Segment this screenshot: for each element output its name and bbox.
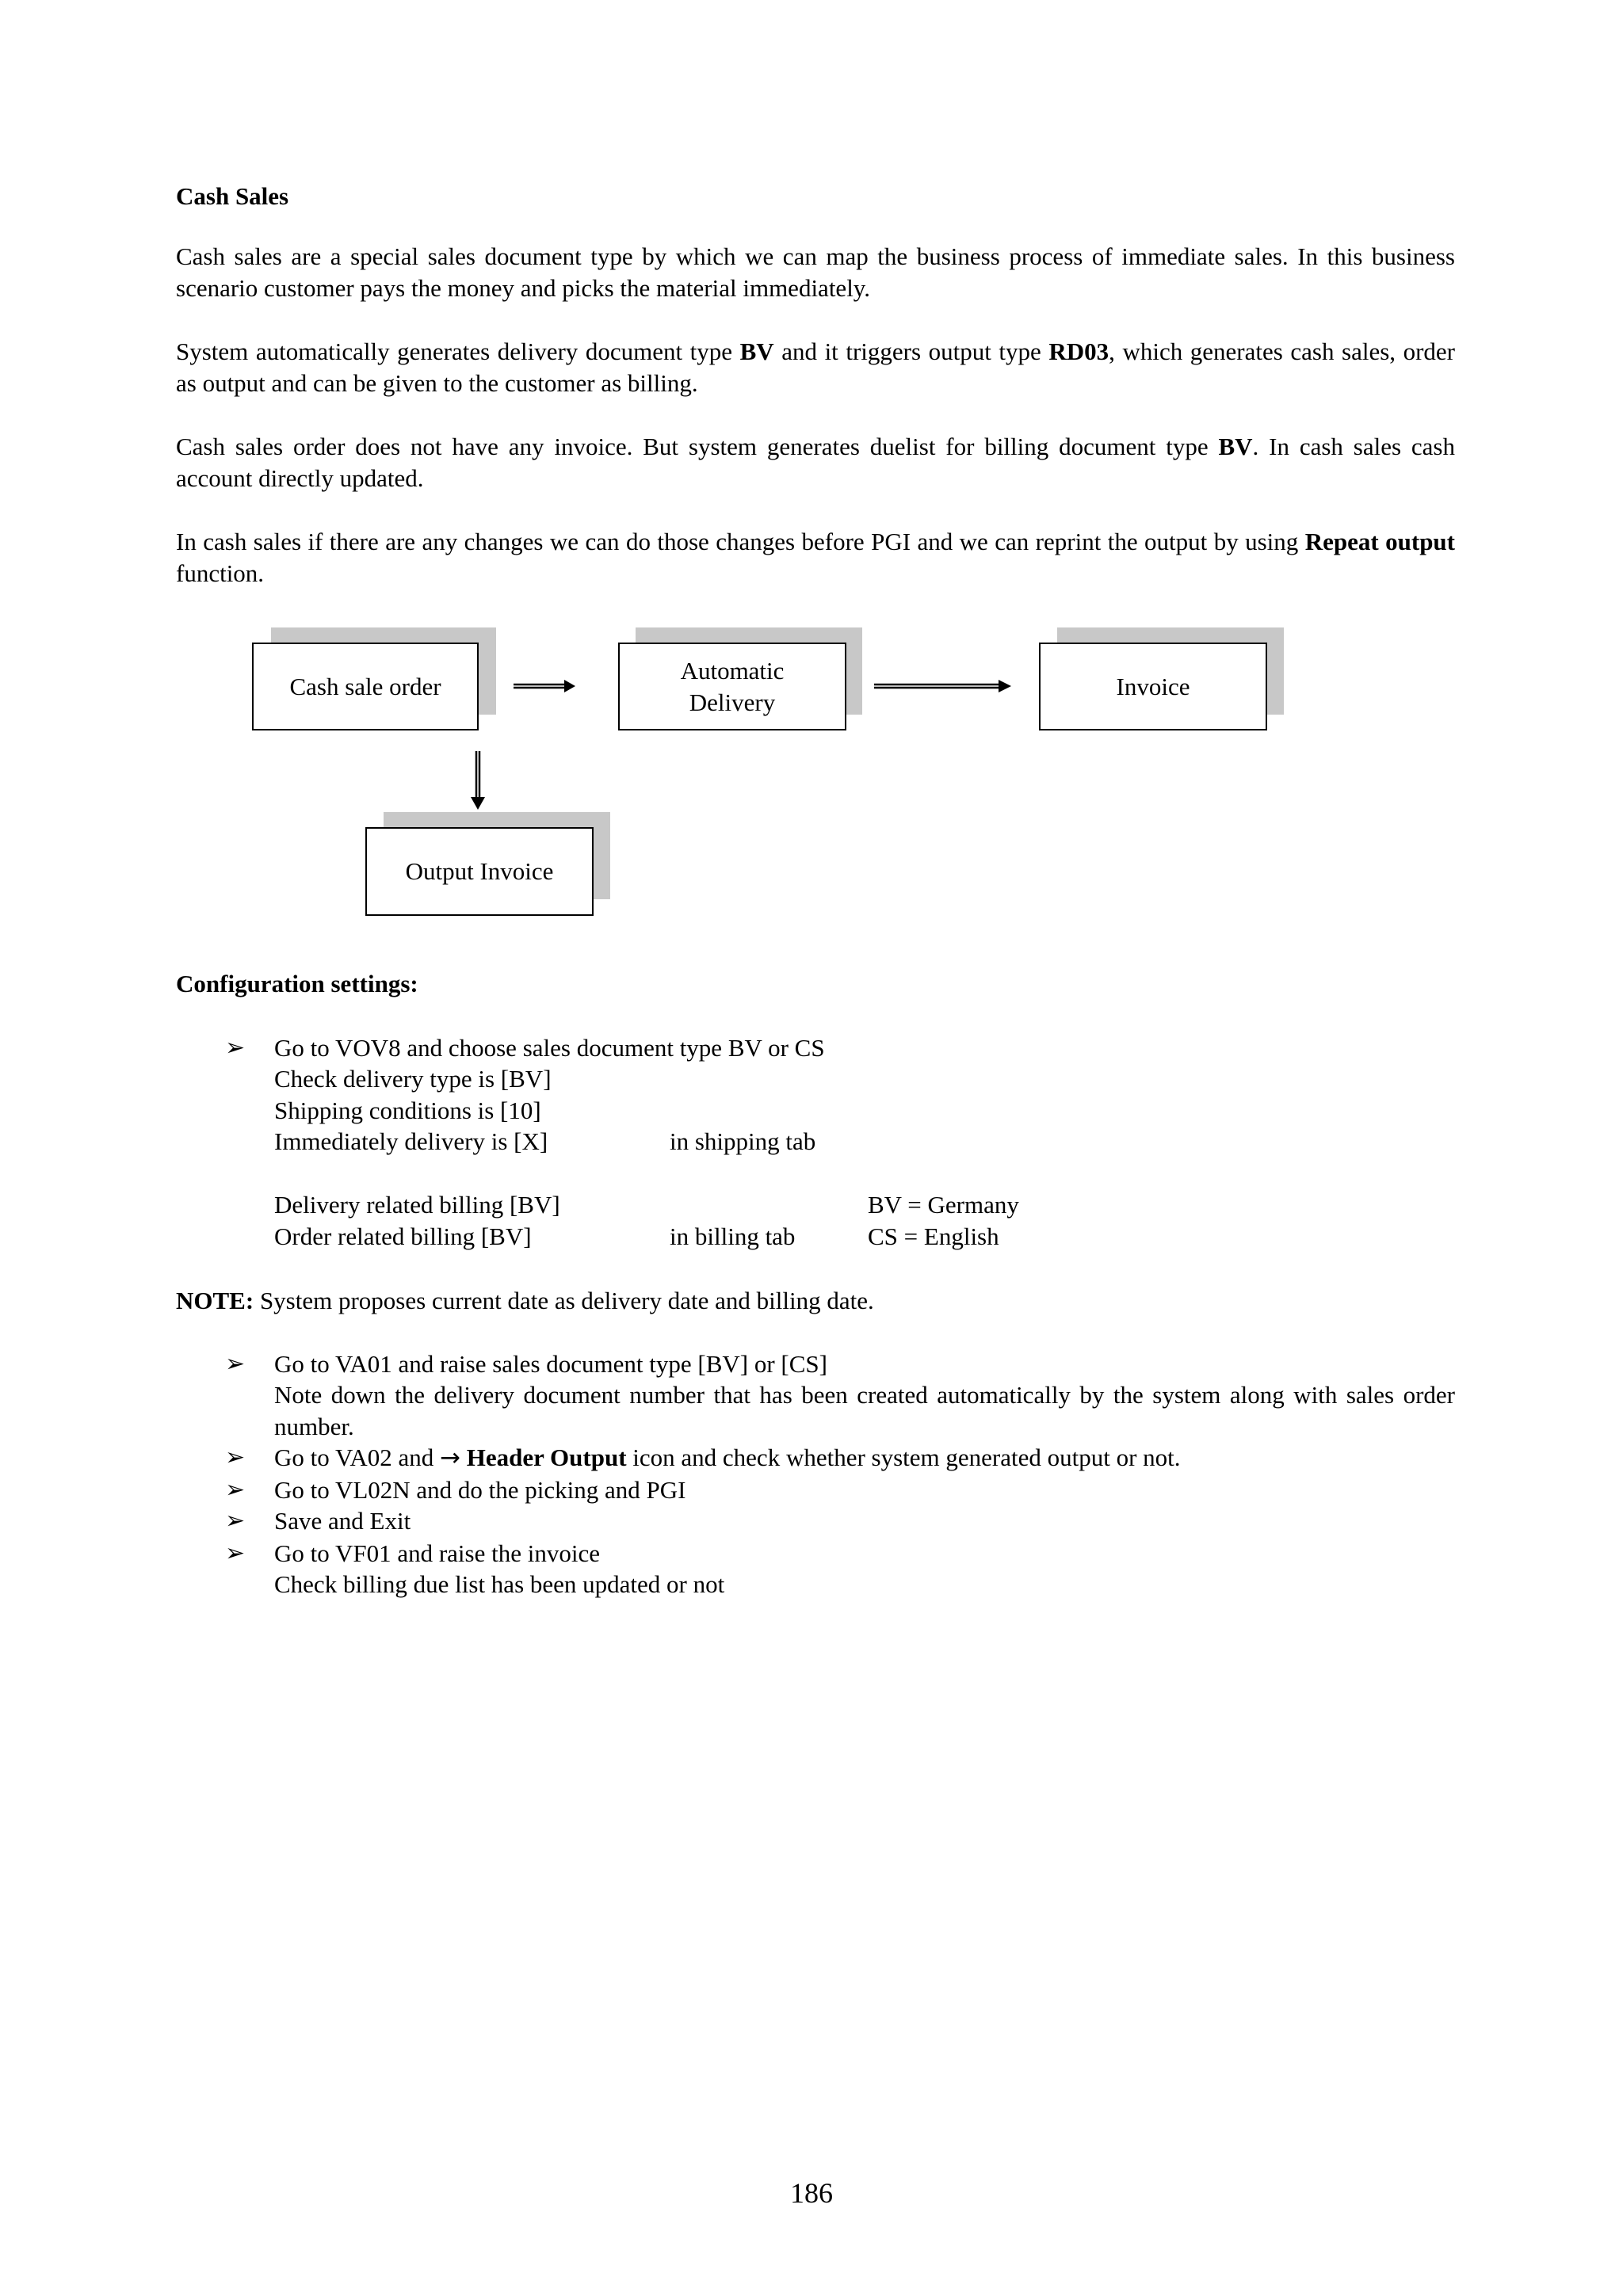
config-line: Shipping conditions is [10] (274, 1097, 541, 1124)
config-heading: Configuration settings: (176, 970, 418, 997)
step-line: Save and Exit (274, 1507, 411, 1535)
config-language-note: CS = English (868, 1222, 999, 1250)
bullet-icon: ➢ (225, 1035, 246, 1061)
step-line: Go to VL02N and do the picking and PGI (274, 1476, 686, 1504)
config-line: Delivery related billing [BV] (274, 1191, 560, 1219)
bullet-icon: ➢ (225, 1540, 246, 1566)
config-line: Order related billing [BV] (274, 1222, 532, 1250)
note-line: NOTE: System proposes current date as delivery date and billing date. (176, 1287, 874, 1314)
bullet-icon: ➢ (225, 1477, 246, 1503)
bullet-icon: ➢ (225, 1508, 246, 1534)
config-line: Immediately delivery is [X] (274, 1127, 548, 1155)
paragraph-system-generates: System automatically generates delivery document type BV and it triggers output type RD03, which generates cash sales, order as output and can be given to the customer as billing. (176, 338, 1456, 397)
paragraph-intro: Cash sales are a special sales document type by which we can map the business process of immediate sales. In this business scenario customer pays the money and picks the material immediately. (176, 242, 1455, 302)
section-heading: Cash Sales (176, 182, 289, 210)
arrow-right-icon: → (439, 1444, 460, 1472)
bullet-icon: ➢ (225, 1351, 246, 1377)
paragraph-no-invoice: Cash sales order does not have any invoice. But system generates duelist for billing document type BV. In cash sales cash account directly updated. (176, 433, 1455, 492)
step-line: Go to VA01 and raise sales document type [BV] or [CS] (274, 1350, 827, 1378)
diagram-box-label: Cash sale order (289, 672, 441, 700)
diagram-box-label: Delivery (689, 688, 776, 716)
page-number: 186 (790, 2177, 833, 2209)
step-note: Note down the delivery document number that has been created automatically by the system along with sales order number. (274, 1381, 1455, 1440)
step-line: Go to VF01 and raise the invoice (274, 1539, 600, 1567)
paragraph-repeat-output: In cash sales if there are any changes we can do those changes before PGI and we can reprint the output by using Repeat output function. (176, 528, 1456, 587)
diagram-box-label: Output Invoice (405, 857, 554, 885)
config-tab-note: in billing tab (670, 1222, 796, 1250)
config-line: Go to VOV8 and choose sales document type BV or CS (274, 1034, 825, 1062)
arrow-order-to-delivery (514, 680, 575, 692)
config-line: Check delivery type is [BV] (274, 1065, 552, 1093)
config-language-note: BV = Germany (868, 1191, 1019, 1219)
arrow-delivery-to-invoice (874, 680, 1011, 692)
bullet-icon: ➢ (225, 1444, 246, 1470)
config-tab-note: in shipping tab (670, 1127, 816, 1155)
diagram-arrows (0, 0, 1623, 951)
step-line: Go to VA02 and → Header Output icon and check whether system generated output or not. (274, 1444, 1181, 1472)
diagram-box-label: Automatic (680, 656, 785, 685)
arrow-order-to-output (471, 751, 485, 810)
step-line: Check billing due list has been updated or not (274, 1570, 725, 1598)
diagram-box-label: Invoice (1116, 672, 1190, 700)
